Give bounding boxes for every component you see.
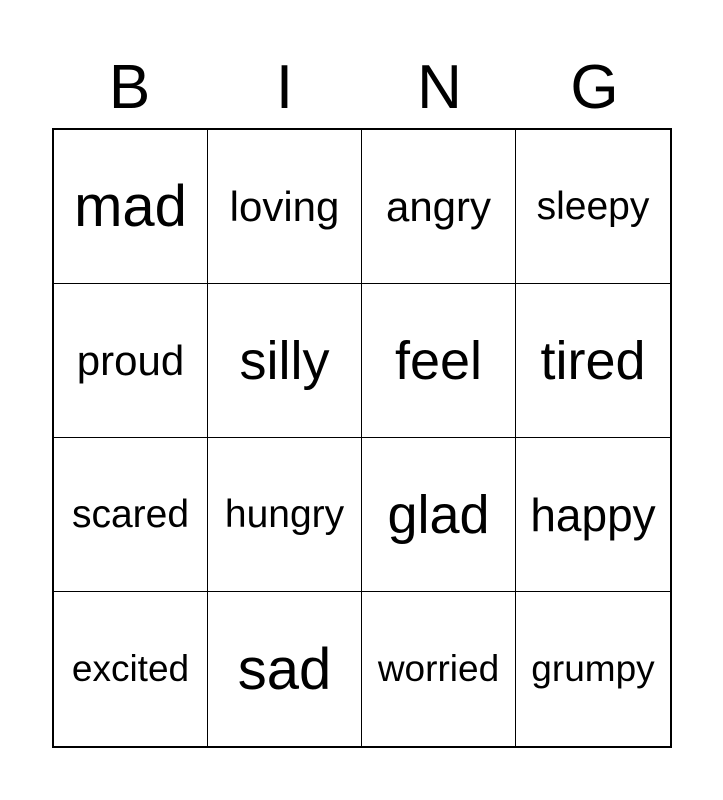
bingo-header bbox=[52, 48, 672, 128]
header-letter-g: G bbox=[570, 53, 619, 122]
bingo-cell[interactable]: scared bbox=[54, 438, 208, 592]
bingo-cell[interactable]: feel bbox=[362, 284, 516, 438]
header-letter-i: I bbox=[275, 53, 294, 122]
bingo-cell[interactable]: glad bbox=[362, 438, 516, 592]
bingo-cell[interactable]: proud bbox=[54, 284, 208, 438]
bingo-grid bbox=[52, 128, 672, 748]
bingo-cell[interactable]: loving bbox=[208, 130, 362, 284]
bingo-cell[interactable]: happy bbox=[516, 438, 670, 592]
bingo-cell[interactable]: worried bbox=[362, 592, 516, 746]
bingo-cell[interactable]: sleepy bbox=[516, 130, 670, 284]
bingo-cell[interactable]: mad bbox=[54, 130, 208, 284]
bingo-cell[interactable]: angry bbox=[362, 130, 516, 284]
bingo-cell[interactable]: tired bbox=[516, 284, 670, 438]
bingo-cell[interactable]: silly bbox=[208, 284, 362, 438]
bingo-cell[interactable]: grumpy bbox=[531, 648, 655, 689]
bingo-cell[interactable]: hungry bbox=[208, 438, 362, 592]
bingo-cell[interactable]: sad bbox=[208, 592, 362, 746]
bingo-cell[interactable]: excited bbox=[54, 592, 208, 746]
header-letter-n: N bbox=[417, 53, 462, 122]
header-letter-b: B bbox=[108, 53, 151, 122]
